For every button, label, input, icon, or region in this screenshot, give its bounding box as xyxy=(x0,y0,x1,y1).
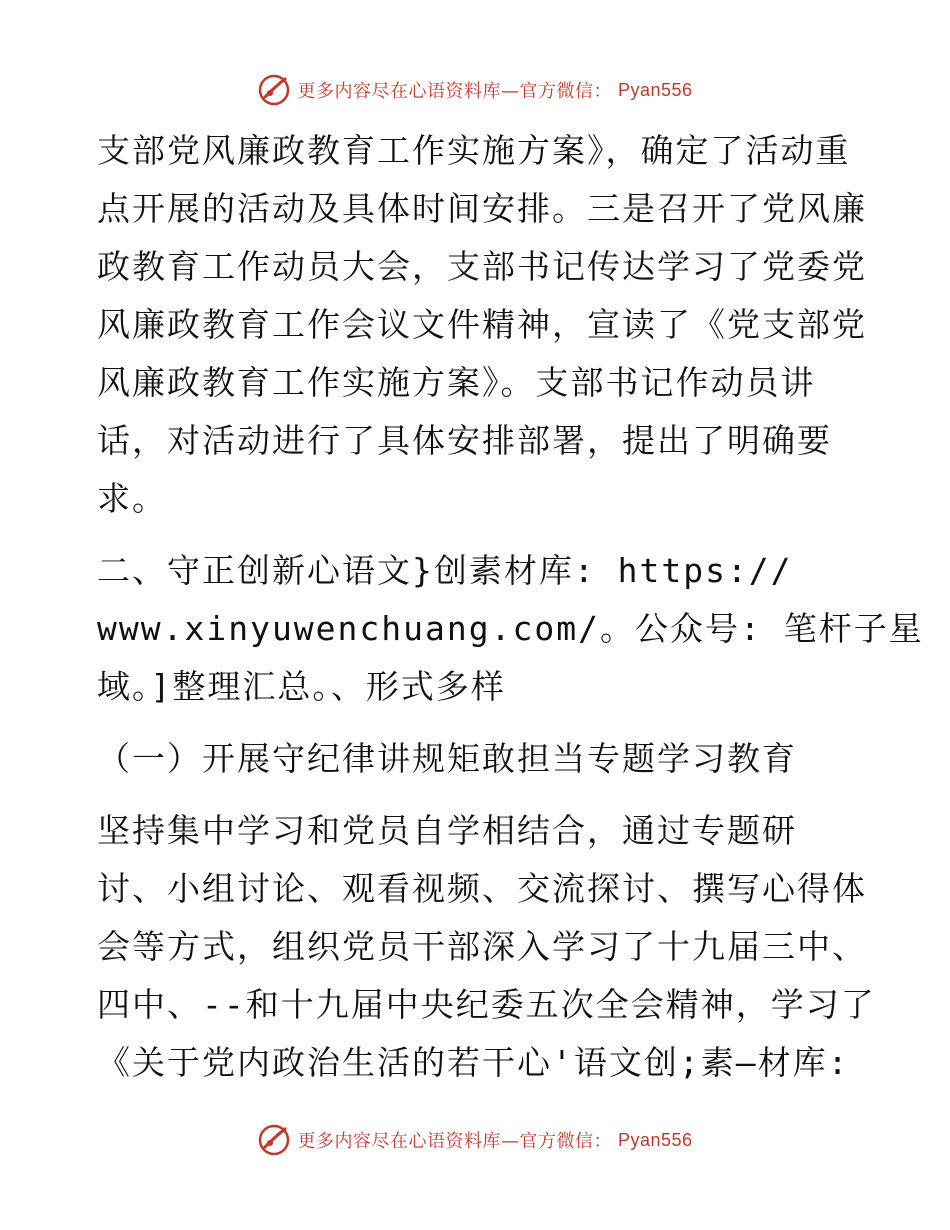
text-line: 讨、小组讨论、观看视频、交流探讨、撰写心得体 xyxy=(97,869,867,908)
text-line: 四中、--和十九届中央纪委五次全会精神，学习了 xyxy=(97,985,876,1024)
text-line: 支部党风廉政教育工作实施方案》，确定了活动重 xyxy=(97,131,851,170)
text-line: 《关于党内政治生活的若干心'语文创;素—材库: xyxy=(97,1043,850,1082)
brush-logo-icon xyxy=(257,1123,291,1157)
watermark-banner-bottom xyxy=(0,1120,950,1160)
watermark-banner-top xyxy=(0,70,950,110)
paragraph-1 xyxy=(97,122,867,528)
paragraph-4 xyxy=(97,802,876,1092)
text-line: 域。]整理汇总。、形式多样 xyxy=(97,667,506,706)
text-line: 二、守正创新心语文}创素材库: https:// xyxy=(97,551,793,590)
text-line: 政教育工作动员大会，支部书记传达学习了党委党 xyxy=(97,247,867,286)
text-line: 风廉政教育工作会议文件精神，宣读了《党支部党 xyxy=(97,305,867,344)
paragraph-3-subheading xyxy=(97,730,857,788)
document-body xyxy=(97,122,924,1092)
text-line: 坚持集中学习和党员自学相结合，通过专题研 xyxy=(97,811,797,850)
text-line: 话，对活动进行了具体安排部署，提出了明确要 xyxy=(97,421,832,460)
text-line: www.xinyuwenchuang.com/。公众号: 笔杆子星 xyxy=(97,609,924,648)
brush-logo-icon xyxy=(257,73,291,107)
text-line: 求。 xyxy=(97,479,167,518)
text-line: 点开展的活动及具体时间安排。三是召开了党风廉 xyxy=(97,189,867,228)
text-line: 会等方式，组织党员干部深入学习了十九届三中、 xyxy=(97,927,867,966)
text-line: 风廉政教育工作实施方案》。支部书记作动员讲 xyxy=(97,363,816,402)
watermark-text: 更多内容尽在心语资料库—官方微信： xyxy=(297,81,612,102)
watermark-wechat-id: Pyan556 xyxy=(617,1129,693,1150)
text-line: （一）开展守纪律讲规矩敢担当专题学习教育 xyxy=(97,739,797,778)
paragraph-2-heading xyxy=(97,542,924,716)
watermark-wechat-id: Pyan556 xyxy=(617,79,693,100)
watermark-text: 更多内容尽在心语资料库—官方微信： xyxy=(297,1131,612,1152)
